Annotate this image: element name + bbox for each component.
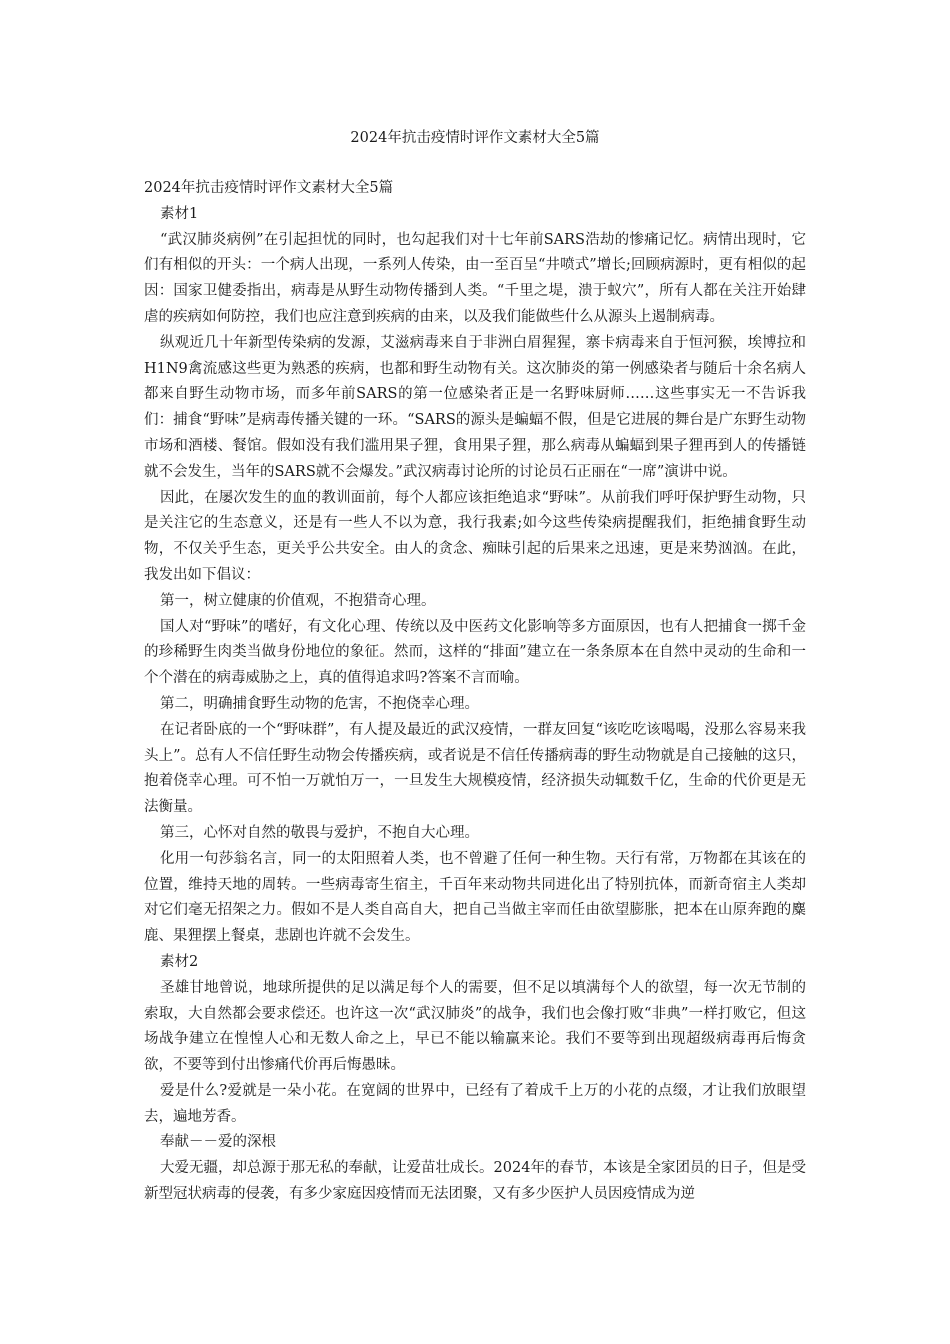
paragraph: 在记者卧底的一个“野味群”，有人提及最近的武汉疫情，一群友回复“该吃吃该喝喝，没那么容易来我头上”。总有人不信任野生动物会传播疾病，或者说是不信任传播病毒的野生动物就是自己接触的这只，抱着侥幸心理。可不怕一万就怕万一，一旦发生大规模疫情，经济损失动辄数千亿，生命的代价更是无法衡量。 xyxy=(144,721,806,816)
proposal-heading-2: 第二，明确捕食野生动物的危害，不抱侥幸心理。 xyxy=(160,695,479,712)
section-heading-material-1: 素材1 xyxy=(160,205,199,222)
section-heading-dedication: 奉献－－爱的深根 xyxy=(160,1134,276,1151)
paragraph: 圣雄甘地曾说，地球所提供的足以满足每个人的需要，但不足以填满每个人的欲望，每一次无节制的索取，大自然都会要求偿还。也许这一次“武汉肺炎”的战争，我们也会像打败“非典”一样打败它，但这场战争建立在惶惶人心和无数人命之上，早已不能以输赢来论。我们不要等到出现超级病毒再后悔贪欲，不要等到付出惨痛代价再后悔愚昧。 xyxy=(144,979,806,1074)
document-title: 2024年抗击疫情时评作文素材大全5篇 xyxy=(350,130,600,146)
paragraph: 因此，在屡次发生的血的教训面前，每个人都应该拒绝追求“野味”。从前我们呼吁保护野生动物，只是关注它的生态意义，还是有一些人不以为意，我行我素;如今这些传染病提醒我们，拒绝捕食野生动物，不仅关乎生态，更关乎公共安全。由人的贪念、痴昧引起的后果来之迅速，更是来势汹汹。在此，我发出如下倡议： xyxy=(144,489,806,583)
paragraph: 国人对“野味”的嗜好，有文化心理、传统以及中医药文化影响等多方面原因，也有人把捕食一掷千金的珍稀野生肉类当做身份地位的象征。然而，这样的“排面”建立在一条条原本在自然中灵动的生命和一个个潜在的病毒威胁之上，真的值得追求吗?答案不言而喻。 xyxy=(144,618,806,687)
document-subtitle: 2024年抗击疫情时评作文素材大全5篇 xyxy=(144,180,394,196)
section-heading-material-2: 素材2 xyxy=(160,953,199,970)
document-body xyxy=(144,176,806,1208)
proposal-heading-1: 第一，树立健康的价值观，不抱猎奇心理。 xyxy=(160,592,436,609)
paragraph: 大爱无疆，却总源于那无私的奉献，让爱苗壮成长。2024年的春节，本该是全家团员的日子，但是受新型冠状病毒的侵袭，有多少家庭因疫情而无法团聚，又有多少医护人员因疫情成为逆 xyxy=(144,1160,806,1203)
paragraph: 纵观近几十年新型传染病的发源，艾滋病毒来自于非洲白眉猩猩，寨卡病毒来自于恒河猴，埃博拉和H1N9禽流感这些更为熟悉的疾病，也都和野生动物有关。这次肺炎的第一例感染者与随后十余名病人都来自野生动物市场，而多年前SARS的第一位感染者正是一名野味厨师……这些事实无一不告诉我们：捕食“野味”是病毒传播关键的一环。“SARS的源头是蝙蝠不假，但是它进展的舞台是广东野生动物市场和酒楼、餐馆。假如没有我们滥用果子狸，食用果子狸，那么病毒从蝙蝠到果子狸再到人的传播链就不会发生，当年的SARS就不会爆发。”武汉病毒讨论所的讨论员石正丽在“一席”演讲中说。 xyxy=(144,334,806,480)
proposal-heading-3: 第三，心怀对自然的敬畏与爱护，不抱自大心理。 xyxy=(160,824,479,841)
paragraph: 爱是什么?爱就是一朵小花。在宽阔的世界中，已经有了着成千上万的小花的点缀，才让我们放眼望去，遍地芳香。 xyxy=(144,1082,806,1125)
paragraph: “武汉肺炎病例”在引起担忧的同时，也勾起我们对十七年前SARS浩劫的惨痛记忆。病情出现时，它们有相似的开头：一个病人出现，一系列人传染，由一至百呈“井喷式”增长;回顾病源时，更有相似的起因：国家卫健委指出，病毒是从野生动物传播到人类。“千里之堤，溃于蚁穴”，所有人都在关注开始肆虐的疾病如何防控，我们也应注意到疾病的由来，以及我们能做些什么从源头上遏制病毒。 xyxy=(144,231,806,325)
paragraph: 化用一句莎翁名言，同一的太阳照着人类，也不曾避了任何一种生物。天行有常，万物都在其该在的位置，维持天地的周转。一些病毒寄生宿主，千百年来动物共同进化出了特别抗体，而新奇宿主人类却对它们毫无招架之力。假如不是人类自高自大，把自己当做主宰而任由欲望膨胀，把本在山原奔跑的麋鹿、果狸摆上餐桌，悲剧也许就不会发生。 xyxy=(144,850,806,945)
